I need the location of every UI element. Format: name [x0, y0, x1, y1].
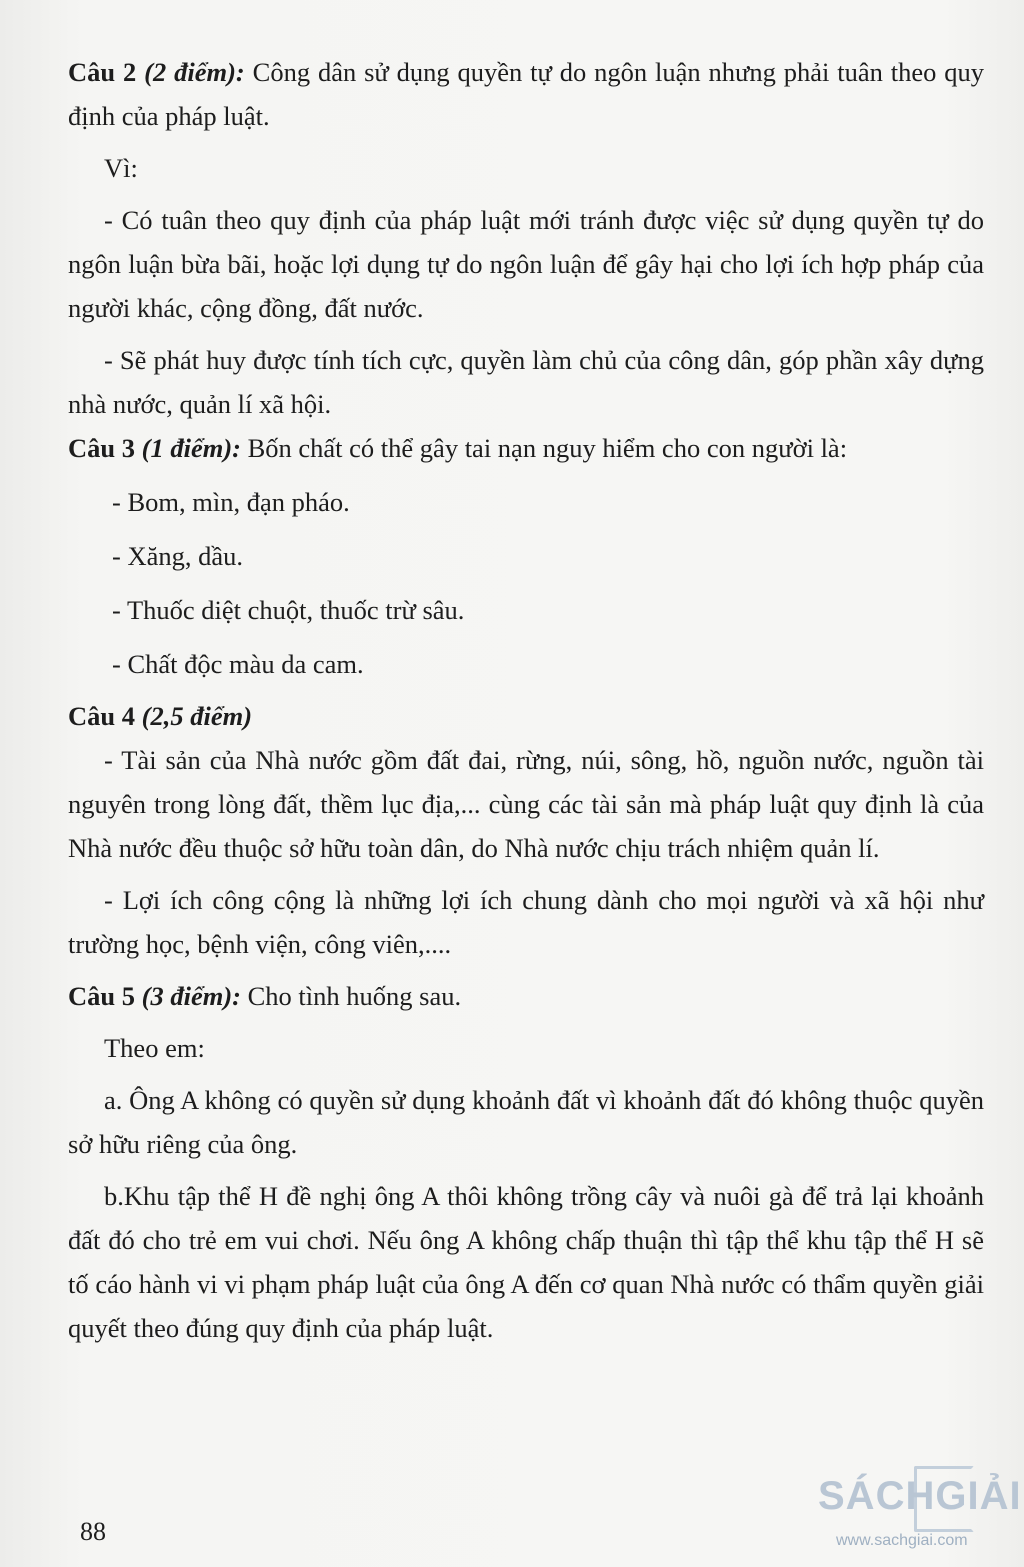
question-5-heading: Câu 5 (3 điểm):: [68, 981, 241, 1011]
question-3-item: - Chất độc màu da cam.: [112, 649, 364, 679]
question-5-answer-a: a. Ông A không có quyền sử dụng khoảnh đất vì khoảnh đất đó không thuộc quyền sở hữu riêng của ông.: [68, 1085, 984, 1159]
question-5-answer-b: b.Khu tập thể H đề nghị ông A thôi không trồng cây và nuôi gà để trả lại khoảnh đất đó cho trẻ em vui chơi. Nếu ông A không chấp thuận thì tập thể khu tập thể H sẽ tố cáo hành vi vi phạm pháp luật của ông A đến cơ quan Nhà nước có thẩm quyền giải quyết theo đúng quy định của pháp luật.: [68, 1181, 984, 1343]
question-4-heading: Câu 4 (2,5 điểm): [68, 701, 253, 731]
question-5-text: Cho tình huống sau.: [247, 981, 462, 1011]
question-4: [68, 694, 984, 966]
question-3-statement: [68, 426, 984, 470]
question-4-paragraph-1: - Tài sản của Nhà nước gồm đất đai, rừng, núi, sông, hồ, nguồn nước, nguồn tài nguyên trong lòng đất, thềm lục địa,... cùng các tài sản mà pháp luật quy định là của Nhà nước đều thuộc sở hữu toàn dân, do Nhà nước chịu trách nhiệm quản lí.: [68, 745, 984, 863]
question-4-statement: [68, 694, 984, 738]
page-content: [68, 50, 984, 1350]
question-2-reason-2: - Sẽ phát huy được tính tích cực, quyền làm chủ của công dân, góp phần xây dựng nhà nước, quản lí xã hội.: [68, 345, 984, 419]
question-5-statement: [68, 974, 984, 1018]
page-number: 88: [80, 1517, 106, 1546]
question-2-statement: [68, 50, 984, 138]
question-3: [68, 426, 984, 686]
question-3-heading: Câu 3 (1 điểm):: [68, 433, 241, 463]
question-3-text: Bốn chất có thể gây tai nạn nguy hiểm cho con người là:: [247, 433, 848, 463]
question-5-intro: Theo em:: [104, 1033, 205, 1063]
question-3-item: - Xăng, dầu.: [112, 541, 243, 571]
watermark-name: SÁCHGIẢI: [818, 1474, 1022, 1518]
question-2: [68, 50, 984, 426]
question-5: [68, 974, 984, 1350]
question-2-because: Vì:: [104, 153, 138, 183]
watermark-logo: [818, 1462, 1022, 1558]
watermark-url: www.sachgiai.com: [836, 1532, 968, 1549]
question-3-item: - Bom, mìn, đạn pháo.: [112, 487, 350, 517]
question-3-item: - Thuốc diệt chuột, thuốc trừ sâu.: [112, 595, 465, 625]
question-2-reason-1: - Có tuân theo quy định của pháp luật mới tránh được việc sử dụng quyền tự do ngôn luận bừa bãi, hoặc lợi dụng tự do ngôn luận để gây hại cho lợi ích hợp pháp của người khác, cộng đồng, đất nước.: [68, 205, 984, 323]
question-4-paragraph-2: - Lợi ích công cộng là những lợi ích chung dành cho mọi người và xã hội như trường học, bệnh viện, công viên,....: [68, 885, 984, 959]
question-2-text: Công dân sử dụng quyền tự do ngôn luận nhưng phải tuân theo quy định của pháp luật.: [68, 57, 985, 131]
question-2-heading: Câu 2 (2 điểm):: [68, 57, 245, 87]
